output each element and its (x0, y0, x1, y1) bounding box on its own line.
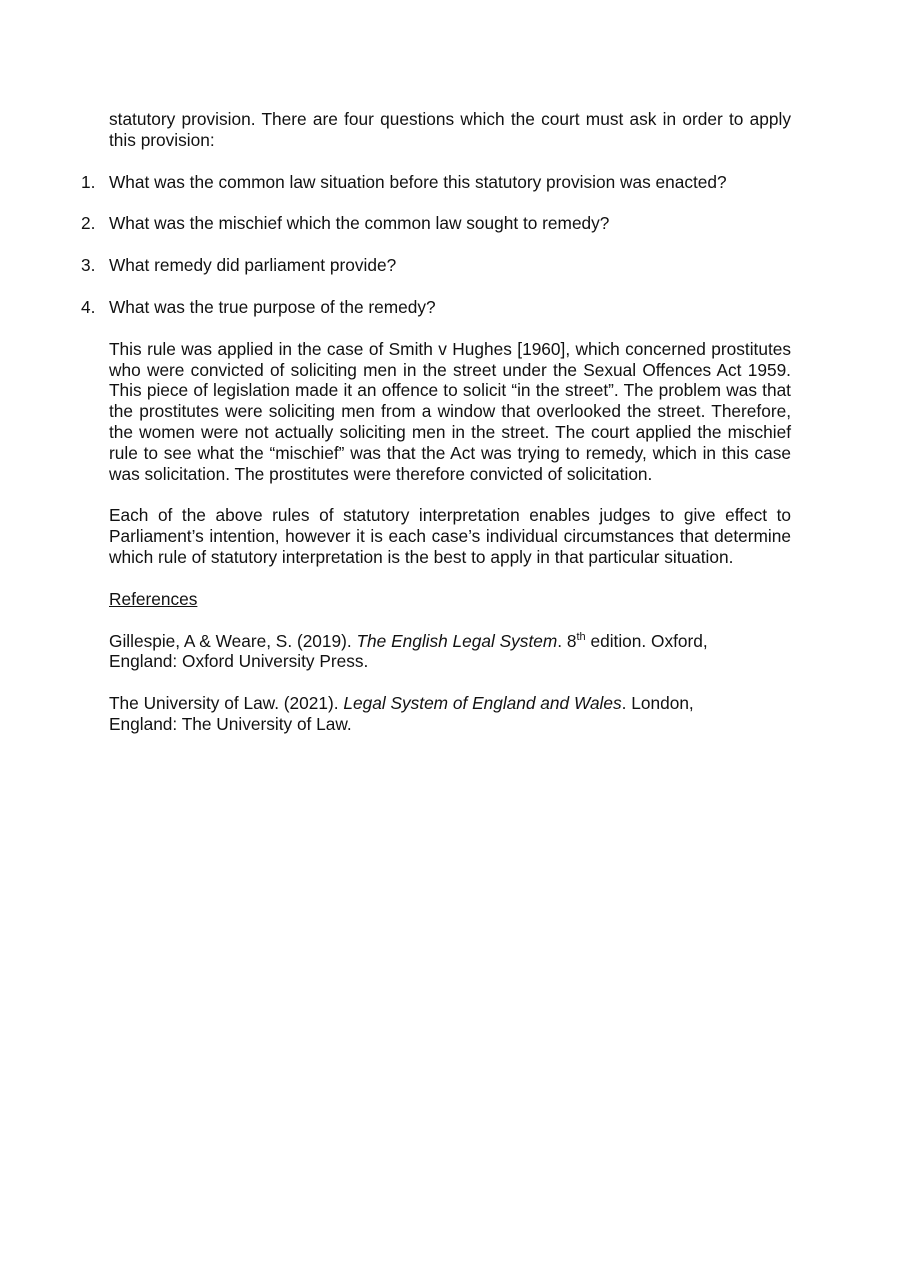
list-item-text: What remedy did parliament provide? (109, 255, 397, 276)
questions-list (81, 171, 791, 318)
list-item (81, 213, 791, 234)
references-heading: References (109, 588, 198, 609)
reference-item (109, 631, 791, 673)
smith-v-hughes-paragraph: This rule was applied in the case of Smith v Hughes [1960], which concerned prostitutes who were convicted of soliciting men in the street under the Sexual Offences Act 1959. This piece of legislation made it an offence to solicit “in the street”. The problem was that the prostitutes were soliciting men from a window that overlooked the street. Therefore, the women were not actually soliciting men in the street. The court applied the mischief rule to see what the “mischief” was that the Act was trying to remedy, which in this case was solicitation. The prostitutes were therefore convicted of solicitation. (109, 338, 791, 484)
list-item-text: What was the mischief which the common law sought to remedy? (109, 213, 610, 234)
conclusion-paragraph: Each of the above rules of statutory interpretation enables judges to give effect to Parliament’s intention, however it is each case’s individual circumstances that determine which rule of statutory interpretation is the best to apply in that particular situation. (109, 505, 791, 567)
reference-authors: Gillespie, A & Weare, S. (2019). (109, 630, 357, 651)
list-number: 3. (81, 255, 96, 276)
list-item-text: What was the common law situation before this statutory provision was enacted? (109, 171, 727, 192)
list-number: 4. (81, 296, 96, 317)
list-item (81, 255, 791, 276)
reference-superscript: th (576, 630, 586, 643)
list-item-text: What was the true purpose of the remedy? (109, 296, 436, 317)
reference-authors: The University of Law. (2021). (109, 693, 344, 714)
intro-paragraph: statutory provision. There are four questions which the court must ask in order to apply this provision: (109, 109, 791, 150)
reference-title: Legal System of England and Wales (343, 693, 622, 714)
reference-title: The English Legal System (356, 630, 558, 651)
document-body (81, 109, 791, 756)
reference-line2: England: The University of Law. (109, 713, 352, 734)
list-number: 1. (81, 171, 96, 192)
list-item (81, 296, 791, 318)
reference-line2: England: Oxford University Press. (109, 651, 369, 672)
reference-rest: edition. Oxford, (585, 630, 708, 651)
list-number: 2. (81, 213, 96, 234)
list-item (81, 171, 791, 193)
reference-after-title: . London, (621, 693, 694, 714)
reference-item (109, 693, 791, 735)
reference-after-title: . 8 (557, 630, 577, 651)
